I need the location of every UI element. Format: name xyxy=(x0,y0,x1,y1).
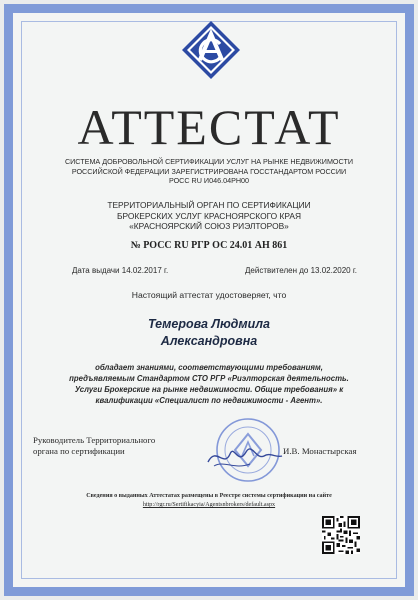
holder-name-line: Александровна xyxy=(160,334,258,348)
qr-code-icon xyxy=(322,516,360,554)
head-label-line: Руководитель Территориального xyxy=(33,435,156,445)
qualification-line: предъявляемым Стандартом СТО РГР «Риэлторская деятельность. xyxy=(69,374,349,383)
certifies-statement: Настоящий аттестат удостоверяет, что xyxy=(131,290,287,300)
issue-date: Дата выдачи 14.02.2017 г. xyxy=(72,266,169,275)
certificate-number: № РОСС RU РГР ОС 24.01 АН 861 xyxy=(130,240,288,251)
system-line: СИСТЕМА ДОБРОВОЛЬНОЙ СЕРТИФИКАЦИИ УСЛУГ НА РЫНКЕ НЕДВИЖИМОСТИ xyxy=(64,157,354,166)
registry-footer xyxy=(0,492,418,510)
certificate-title: АТТЕСТАТ xyxy=(77,99,341,155)
signer-name: И.В. Монастырская xyxy=(283,446,357,456)
dates-row xyxy=(72,266,357,275)
territorial-organ-block xyxy=(0,200,418,232)
head-label-line: органа по сертификации xyxy=(33,446,125,456)
certification-stamp-icon xyxy=(194,416,286,486)
head-of-organ-label xyxy=(33,435,155,457)
qualification-line: Услуги Брокерские на рынке недвижимости. Общие требования» к xyxy=(74,385,344,394)
valid-until-date: Действителен до 13.02.2020 г. xyxy=(245,266,357,275)
rgr-emblem-icon xyxy=(181,20,241,80)
system-line: РОСС RU И046.04РН00 xyxy=(168,176,250,185)
holder-name xyxy=(0,316,418,350)
organ-line: «КРАСНОЯРСКИЙ СОЮЗ РИЭЛТОРОВ» xyxy=(129,221,289,231)
footer-text: Сведения о выданных Аттестатах размещены в Реестре системы сертификации на сайте xyxy=(86,493,332,499)
organ-line: ТЕРРИТОРИАЛЬНЫЙ ОРГАН ПО СЕРТИФИКАЦИИ xyxy=(107,200,311,210)
holder-name-line: Темерова Людмила xyxy=(148,317,270,331)
system-line: РОССИЙСКОЙ ФЕДЕРАЦИИ ЗАРЕГИСТРИРОВАНА ГОССТАНДАРТОМ РОССИИ xyxy=(71,166,347,176)
organ-line: БРОКЕРСКИХ УСЛУГ КРАСНОЯРСКОГО КРАЯ xyxy=(116,210,302,221)
qualification-line: обладает знаниями, соответствующими требованиям, xyxy=(95,363,323,372)
qualification-line: квалификации «Специалист по недвижимости - Агент». xyxy=(95,396,323,405)
qualification-text xyxy=(0,362,418,406)
registry-link[interactable]: http://rgr.ru/Sertifikacyia/Agentsnbrokers/default.aspx xyxy=(142,502,276,508)
certification-system-block xyxy=(0,157,418,186)
